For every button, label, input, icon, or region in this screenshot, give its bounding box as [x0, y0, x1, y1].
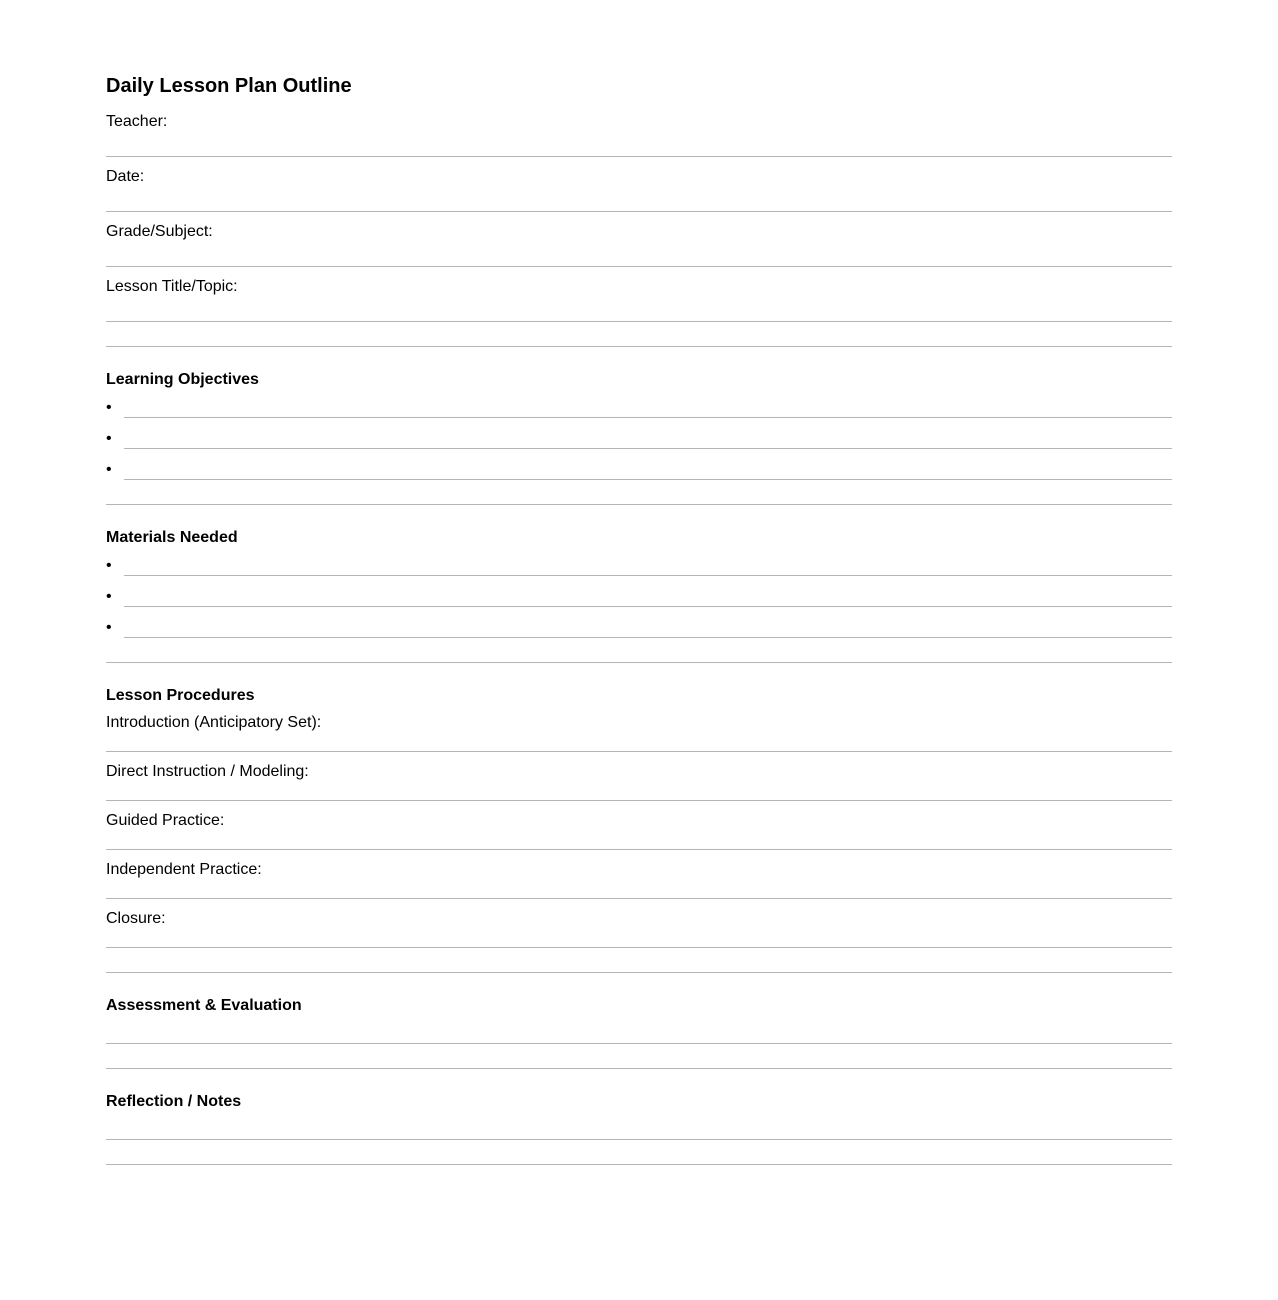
material-line[interactable] [124, 575, 1172, 576]
grade-subject-label: Grade/Subject: [106, 223, 213, 240]
section-divider [106, 346, 1172, 347]
introduction-label: Introduction (Anticipatory Set): [106, 714, 322, 731]
date-line[interactable] [106, 211, 1172, 212]
section-divider [106, 1164, 1172, 1165]
bullet-icon [106, 429, 116, 449]
material-line[interactable] [124, 637, 1172, 638]
bullet-icon [106, 398, 116, 418]
objective-line[interactable] [124, 417, 1172, 418]
assessment-heading: Assessment & Evaluation [106, 997, 302, 1014]
assessment-line[interactable] [106, 1043, 1172, 1044]
objective-line[interactable] [124, 479, 1172, 480]
bullet-icon [106, 556, 116, 576]
closure-label: Closure: [106, 910, 166, 927]
reflection-heading: Reflection / Notes [106, 1093, 242, 1110]
objective-line[interactable] [124, 448, 1172, 449]
direct-instruction-line[interactable] [106, 800, 1172, 801]
section-divider [106, 504, 1172, 505]
page-title: Daily Lesson Plan Outline [106, 75, 352, 97]
materials-needed-heading: Materials Needed [106, 529, 238, 546]
lesson-procedures-heading: Lesson Procedures [106, 687, 255, 704]
direct-instruction-label: Direct Instruction / Modeling: [106, 763, 309, 780]
learning-objectives-heading: Learning Objectives [106, 371, 259, 388]
section-divider [106, 1068, 1172, 1069]
closure-line[interactable] [106, 947, 1172, 948]
teacher-line[interactable] [106, 156, 1172, 157]
guided-practice-label: Guided Practice: [106, 812, 225, 829]
reflection-line[interactable] [106, 1139, 1172, 1140]
grade-subject-line[interactable] [106, 266, 1172, 267]
independent-practice-line[interactable] [106, 898, 1172, 899]
teacher-label: Teacher: [106, 113, 168, 130]
bullet-icon [106, 587, 116, 607]
material-line[interactable] [124, 606, 1172, 607]
introduction-line[interactable] [106, 751, 1172, 752]
date-label: Date: [106, 168, 145, 185]
lesson-title-line[interactable] [106, 321, 1172, 322]
bullet-icon [106, 618, 116, 638]
lesson-title-label: Lesson Title/Topic: [106, 278, 238, 295]
bullet-icon [106, 460, 116, 480]
guided-practice-line[interactable] [106, 849, 1172, 850]
section-divider [106, 972, 1172, 973]
section-divider [106, 662, 1172, 663]
independent-practice-label: Independent Practice: [106, 861, 262, 878]
